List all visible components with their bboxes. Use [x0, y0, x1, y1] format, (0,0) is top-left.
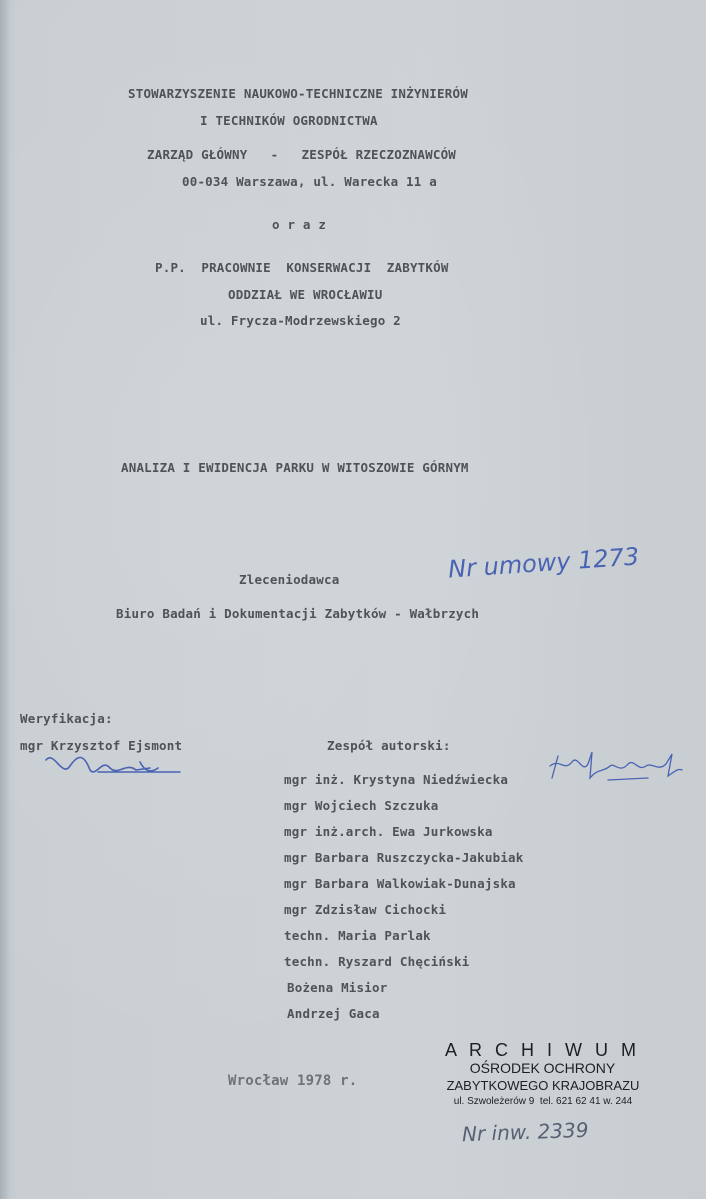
archive-stamp-address: ul. Szwoleżerów 9 tel. 621 62 41 w. 244 [453, 1096, 633, 1107]
author-item: mgr inż. Krystyna Niedźwiecka [284, 772, 509, 787]
place-date: Wrocław 1978 r. [228, 1073, 358, 1089]
header-line-6: ODDZIAŁ WE WROCŁAWIU [228, 287, 383, 302]
author-item: mgr inż.arch. Ewa Jurkowska [284, 824, 493, 839]
header-line-1: STOWARZYSZENIE NAUKOWO-TECHNICZNE INŻYNIERÓW [128, 86, 468, 101]
archive-stamp-line-2: OŚRODEK OCHRONY [469, 1060, 616, 1076]
archive-stamp-line-3: ZABYTKOWEGO KRAJOBRAZU [446, 1078, 640, 1093]
author-item: mgr Barbara Walkowiak-Dunajska [284, 876, 516, 891]
header-line-3: ZARZĄD GŁÓWNY - ZESPÓŁ RZECZOZNAWCÓW [147, 147, 457, 162]
authors-label: Zespół autorski: [327, 738, 451, 753]
verifier-signature [40, 748, 190, 788]
archive-stamp-title: A R C H I W U M [445, 1040, 640, 1060]
inventory-number: Nr inw. 2339 [461, 1117, 589, 1147]
author-item: mgr Zdzisław Cichocki [284, 902, 447, 917]
header-line-2: I TECHNIKÓW OGRODNICTWA [200, 113, 378, 128]
author-item: mgr Barbara Ruszczycka-Jakubiak [284, 850, 524, 865]
client-name: Biuro Badań i Dokumentacji Zabytków - Wałbrzych [116, 606, 480, 621]
document-title: ANALIZA I EWIDENCJA PARKU W WITOSZOWIE GÓRNYM [121, 460, 469, 475]
author-item: mgr Wojciech Szczuka [284, 798, 439, 813]
author-signature [548, 748, 688, 793]
author-item: techn. Maria Parlak [284, 928, 431, 943]
page-edge-shadow [0, 0, 10, 1199]
header-address-2: ul. Frycza-Modrzewskiego 2 [200, 313, 401, 328]
author-item: techn. Ryszard Chęciński [284, 954, 470, 969]
author-item: Bożena Misior [287, 980, 388, 995]
header-address: 00-034 Warszawa, ul. Warecka 11 a [182, 174, 437, 189]
header-line-5: P.P. PRACOWNIE KONSERWACJI ZABYTKÓW [155, 260, 449, 275]
verification-label: Weryfikacja: [20, 711, 113, 726]
header-oraz: o r a z [272, 217, 327, 232]
author-item: Andrzej Gaca [287, 1006, 380, 1021]
verification-name: mgr Krzysztof Ejsmont [20, 738, 183, 753]
handwritten-contract-number: Nr umowy 1273 [447, 542, 641, 584]
client-label: Zleceniodawca [239, 572, 340, 587]
